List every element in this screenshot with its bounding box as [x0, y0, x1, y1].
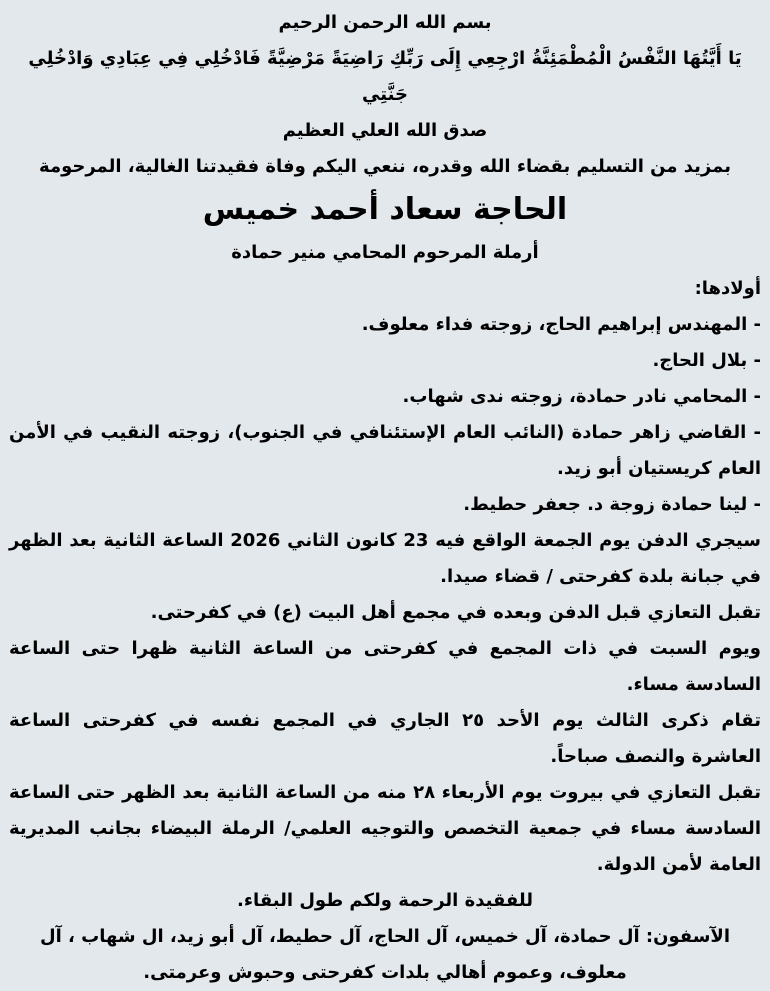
third-day-memorial-line: تقام ذكرى الثالث يوم الأحد ٢٥ الجاري في المجمع نفسه في كفرحتى الساعة العاشرة والنصف صباحاً. — [9, 710, 761, 767]
children-label: أولادها: — [694, 278, 761, 299]
condolences-saturday-line: ويوم السبت في ذات المجمع في كفرحتى من الساعة الثانية ظهرا حتى الساعة السادسة مساء. — [9, 638, 761, 695]
deceased-name-heading: الحاجة سعاد أحمد خميس — [202, 192, 568, 227]
basmala-line: بسم الله الرحمن الرحيم — [278, 12, 492, 33]
child-item-2: - بلال الحاج. — [652, 350, 761, 371]
mourners-line: الآسفون: آل حمادة، آل خميس، آل الحاج، آل حطيط، آل أبو زيد، ال شهاب ، آل معلوف، وعموم أهالي بلدات كفرحتى وحبوش وعرمتى. — [39, 926, 731, 983]
condolences-beirut-line: تقبل التعازي في بيروت يوم الأربعاء ٢٨ منه من الساعة الثانية بعد الظهر حتى الساعة السادسة مساء في جمعية التخصص والتوجيه العلمي/ الرملة البيضاء بجانب المديرية العامة لأمن الدولة. — [9, 782, 762, 875]
child-item-1: - المهندس إبراهيم الحاج، زوجته فداء معلوف. — [361, 314, 761, 335]
announcement-intro-line: بمزيد من التسليم بقضاء الله وقدره، ننعي اليكم وفاة فقيدتنا الغالية، المرحومة — [39, 156, 731, 177]
child-item-5: - لينا حمادة زوجة د. جعفر حطيط. — [463, 494, 761, 515]
burial-details-line: سيجري الدفن يوم الجمعة الواقع فيه 23 كانون الثاني 2026 الساعة الثانية بعد الظهر في جبانة بلدة كفرحتى / قضاء صيدا. — [9, 530, 761, 587]
deceased-relation-line: أرملة المرحوم المحامي منير حمادة — [231, 242, 539, 263]
tasdiq-line: صدق الله العلي العظيم — [282, 120, 488, 141]
closing-prayer-line: للفقيدة الرحمة ولكم طول البقاء. — [237, 890, 533, 911]
condolences-before-after-line: تقبل التعازي قبل الدفن وبعده في مجمع أهل البيت (ع) في كفرحتى. — [150, 602, 761, 623]
quran-verse-line: يَا أَيَّتُهَا النَّفْسُ الْمُطْمَئِنَّةُ ارْجِعِي إِلَى رَبِّكِ رَاضِيَةً مَرْضِيَّةً فَادْخُلِي فِي عِبَادِي وَادْخُلِي جَنَّتِي — [28, 48, 742, 105]
children-list — [9, 307, 761, 523]
child-item-3: - المحامي نادر حمادة، زوجته ندى شهاب. — [402, 386, 761, 407]
child-item-4: - القاضي زاهر حمادة (النائب العام الإستئنافي في الجنوب)، زوجته النقيب في الأمن العام كريستيان أبو زيد. — [9, 422, 761, 479]
